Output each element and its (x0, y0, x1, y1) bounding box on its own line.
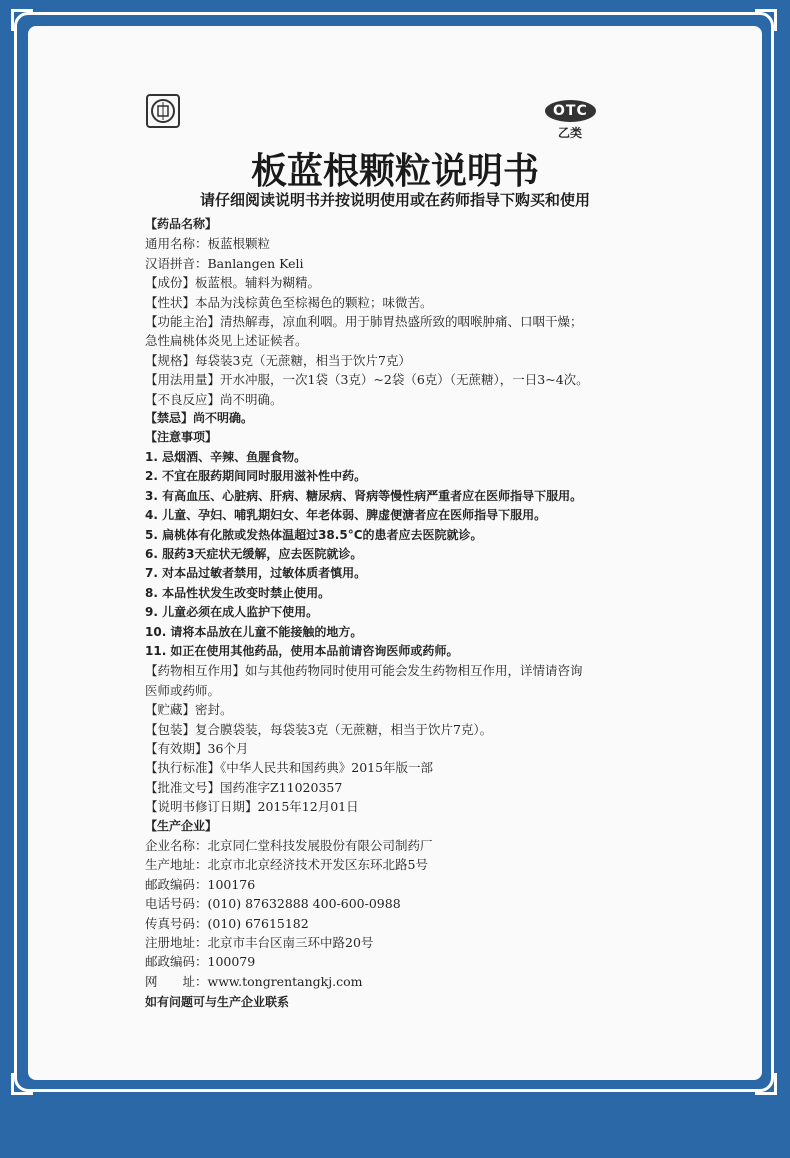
frame-corner (11, 9, 33, 31)
pinyin-name: 汉语拼音：Banlangen Keli (145, 255, 304, 271)
precaution-item: 1. 忌烟酒、辛辣、鱼腥食物。 (145, 449, 307, 464)
precaution-item: 10. 请将本品放在儿童不能接触的地方。 (145, 624, 363, 639)
precaution-item: 9. 儿童必须在成人监护下使用。 (145, 605, 319, 620)
tongrentang-logo-icon (146, 94, 180, 128)
drug-interactions: 【药物相互作用】如与其他药物同时使用可能会发生药物相互作用，详情请咨询 (145, 663, 583, 679)
manufacturer-info: 生产地址：北京市北京经济技术开发区东环北路5号 (145, 857, 428, 873)
contraindications: 【禁忌】尚不明确。 (145, 411, 254, 426)
frame-corner (11, 1073, 33, 1095)
precaution-item: 5. 扁桃体有化脓或发热体温超过38.5°C的患者应去医院就诊。 (145, 527, 483, 542)
otc-mark: OTC (545, 100, 596, 122)
section-header-name: 【药品名称】 (145, 217, 218, 231)
contact-note: 如有问题可与生产企业联系 (145, 995, 290, 1010)
packaging: 【包装】复合膜袋装，每袋装3克（无蔗糖，相当于饮片7克）。 (145, 721, 493, 737)
manufacturer-info: 电话号码：(010) 87632888 400-600-0988 (145, 896, 401, 912)
indications: 【功能主治】清热解毒，凉血利咽。用于肺胃热盛所致的咽喉肿痛、口咽干燥； (145, 314, 583, 330)
dosage: 【用法用量】开水冲服，一次1袋（3克）~2袋（6克）（无蔗糖），一日3~4次。 (145, 372, 589, 388)
section-header-manufacturer: 【生产企业】 (145, 818, 218, 833)
precaution-item: 11. 如正在使用其他药品，使用本品前请咨询医师或药师。 (145, 643, 459, 658)
revision-date: 【说明书修订日期】2015年12月01日 (145, 799, 359, 815)
precaution-item: 3. 有高血压、心脏病、肝病、糖尿病、肾病等慢性病严重者应在医师指导下服用。 (145, 488, 583, 503)
drug-interactions-cont: 医师或药师。 (145, 682, 221, 698)
precaution-item: 7. 对本品过敏者禁用，过敏体质者慎用。 (145, 566, 367, 581)
execution-standard: 【执行标准】《中华人民共和国药典》2015年版一部 (145, 760, 434, 776)
frame-corner (755, 1073, 777, 1095)
common-name: 通用名称：板蓝根颗粒 (145, 236, 271, 252)
precaution-item: 2. 不宜在服药期间同时服用滋补性中药。 (145, 469, 367, 484)
leaflet-content (145, 215, 645, 1013)
manufacturer-info: 企业名称：北京同仁堂科技发展股份有限公司制药厂 (145, 838, 433, 853)
frame-corner (755, 9, 777, 31)
manufacturer-website: 网 址：www.tongrentangkj.com (145, 973, 363, 989)
page-title: 板蓝根颗粒说明书 (250, 151, 539, 192)
specification: 【规格】每袋装3克（无蔗糖，相当于饮片7克） (145, 352, 411, 368)
precaution-item: 4. 儿童、孕妇、哺乳期妇女、年老体弱、脾虚便溏者应在医师指导下服用。 (145, 508, 547, 523)
indications-cont: 急性扁桃体炎见上述证候者。 (145, 333, 308, 349)
manufacturer-info: 注册地址：北京市丰台区南三环中路20号 (145, 935, 374, 951)
otc-class: 乙类 (557, 126, 582, 140)
precaution-item: 6. 服药3天症状无缓解，应去医院就诊。 (145, 546, 363, 561)
manufacturer-info: 传真号码：(010) 67615182 (145, 915, 309, 931)
appearance: 【性状】本品为浅棕黄色至棕褐色的颗粒；味微苦。 (145, 294, 433, 310)
precaution-item: 8. 本品性状发生改变时禁止使用。 (145, 585, 331, 600)
ingredients: 【成份】板蓝根。辅料为糊精。 (145, 275, 321, 291)
approval-number: 【批准文号】国药准字Z11020357 (145, 779, 343, 795)
page-subtitle: 请仔细阅读说明书并按说明使用或在药师指导下购买和使用 (199, 191, 590, 209)
manufacturer-info: 邮政编码：100079 (145, 954, 256, 970)
manufacturer-info: 邮政编码：100176 (145, 876, 256, 892)
otc-badge (545, 100, 595, 141)
validity-period: 【有效期】36个月 (145, 740, 249, 756)
adverse-reactions: 【不良反应】尚不明确。 (145, 391, 283, 407)
section-header-precautions: 【注意事项】 (145, 430, 218, 445)
bottom-band (0, 1100, 790, 1158)
storage: 【贮藏】密封。 (145, 702, 233, 718)
